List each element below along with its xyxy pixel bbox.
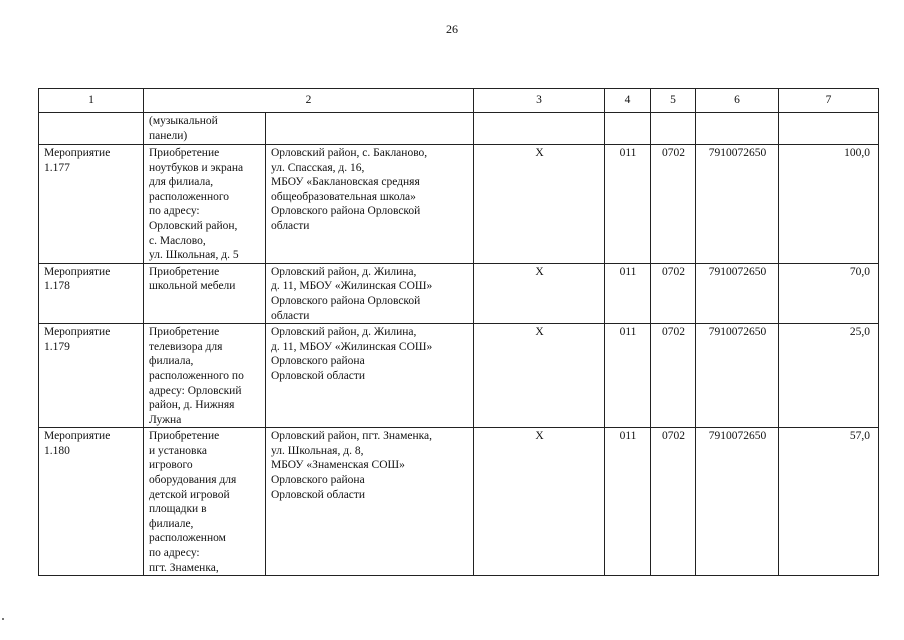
cell-col4	[605, 113, 651, 145]
header-cell-4: 4	[605, 89, 651, 113]
cell-col4: 011	[605, 145, 651, 264]
cell-address	[266, 113, 474, 145]
cell-col7	[779, 113, 879, 145]
cell-col3: X	[474, 145, 605, 264]
header-cell-5: 5	[651, 89, 696, 113]
cell-col7: 100,0	[779, 145, 879, 264]
cell-address: Орловский район, с. Бакланово, ул. Спасская, д. 16, МБОУ «Баклановская средняя общеобразовательная школа» Орловского района Орловской области	[266, 145, 474, 264]
cell-description: Приобретение школьной мебели	[144, 263, 266, 323]
cell-col3	[474, 113, 605, 145]
header-cell-7: 7	[779, 89, 879, 113]
cell-description: (музыкальной панели)	[144, 113, 266, 145]
cell-address: Орловский район, д. Жилина, д. 11, МБОУ «Жилинская СОШ» Орловского района Орловской области	[266, 263, 474, 323]
table-row	[39, 428, 879, 576]
page-number: 26	[446, 22, 458, 36]
cell-col3: X	[474, 428, 605, 576]
scan-speck	[2, 618, 4, 620]
header-cell-1: 1	[39, 89, 144, 113]
cell-col6: 7910072650	[696, 263, 779, 323]
budget-table	[38, 88, 879, 576]
header-cell-6: 6	[696, 89, 779, 113]
table-row	[39, 324, 879, 428]
cell-id: Мероприятие 1.179	[39, 324, 144, 428]
cell-col7: 57,0	[779, 428, 879, 576]
header-row	[39, 89, 879, 113]
cell-address: Орловский район, пгт. Знаменка, ул. Школьная, д. 8, МБОУ «Знаменская СОШ» Орловского района Орловской области	[266, 428, 474, 576]
cell-col7: 70,0	[779, 263, 879, 323]
cell-col3: X	[474, 324, 605, 428]
cell-description: Приобретение и установка игрового оборудования для детской игровой площадки в филиале, расположенном по адресу: пгт. Знаменка,	[144, 428, 266, 576]
cell-col5: 0702	[651, 324, 696, 428]
table-row	[39, 263, 879, 323]
cell-id: Мероприятие 1.177	[39, 145, 144, 264]
cell-col6: 7910072650	[696, 428, 779, 576]
cell-description: Приобретение телевизора для филиала, расположенного по адресу: Орловский район, д. Нижняя Лужна	[144, 324, 266, 428]
cell-id	[39, 113, 144, 145]
cell-col5: 0702	[651, 145, 696, 264]
cell-col3: X	[474, 263, 605, 323]
cell-col6: 7910072650	[696, 145, 779, 264]
header-cell-3: 3	[474, 89, 605, 113]
cell-id: Мероприятие 1.180	[39, 428, 144, 576]
cell-col4: 011	[605, 263, 651, 323]
cell-address: Орловский район, д. Жилина, д. 11, МБОУ «Жилинская СОШ» Орловского района Орловской области	[266, 324, 474, 428]
table-row-continuation	[39, 113, 879, 145]
cell-col6	[696, 113, 779, 145]
cell-col5: 0702	[651, 263, 696, 323]
cell-col7: 25,0	[779, 324, 879, 428]
cell-col6: 7910072650	[696, 324, 779, 428]
cell-id: Мероприятие 1.178	[39, 263, 144, 323]
cell-col5	[651, 113, 696, 145]
table-row	[39, 145, 879, 264]
cell-col4: 011	[605, 324, 651, 428]
cell-description: Приобретение ноутбуков и экрана для филиала, расположенного по адресу: Орловский район, с. Маслово, ул. Школьная, д. 5	[144, 145, 266, 264]
cell-col5: 0702	[651, 428, 696, 576]
cell-col4: 011	[605, 428, 651, 576]
header-cell-2: 2	[144, 89, 474, 113]
